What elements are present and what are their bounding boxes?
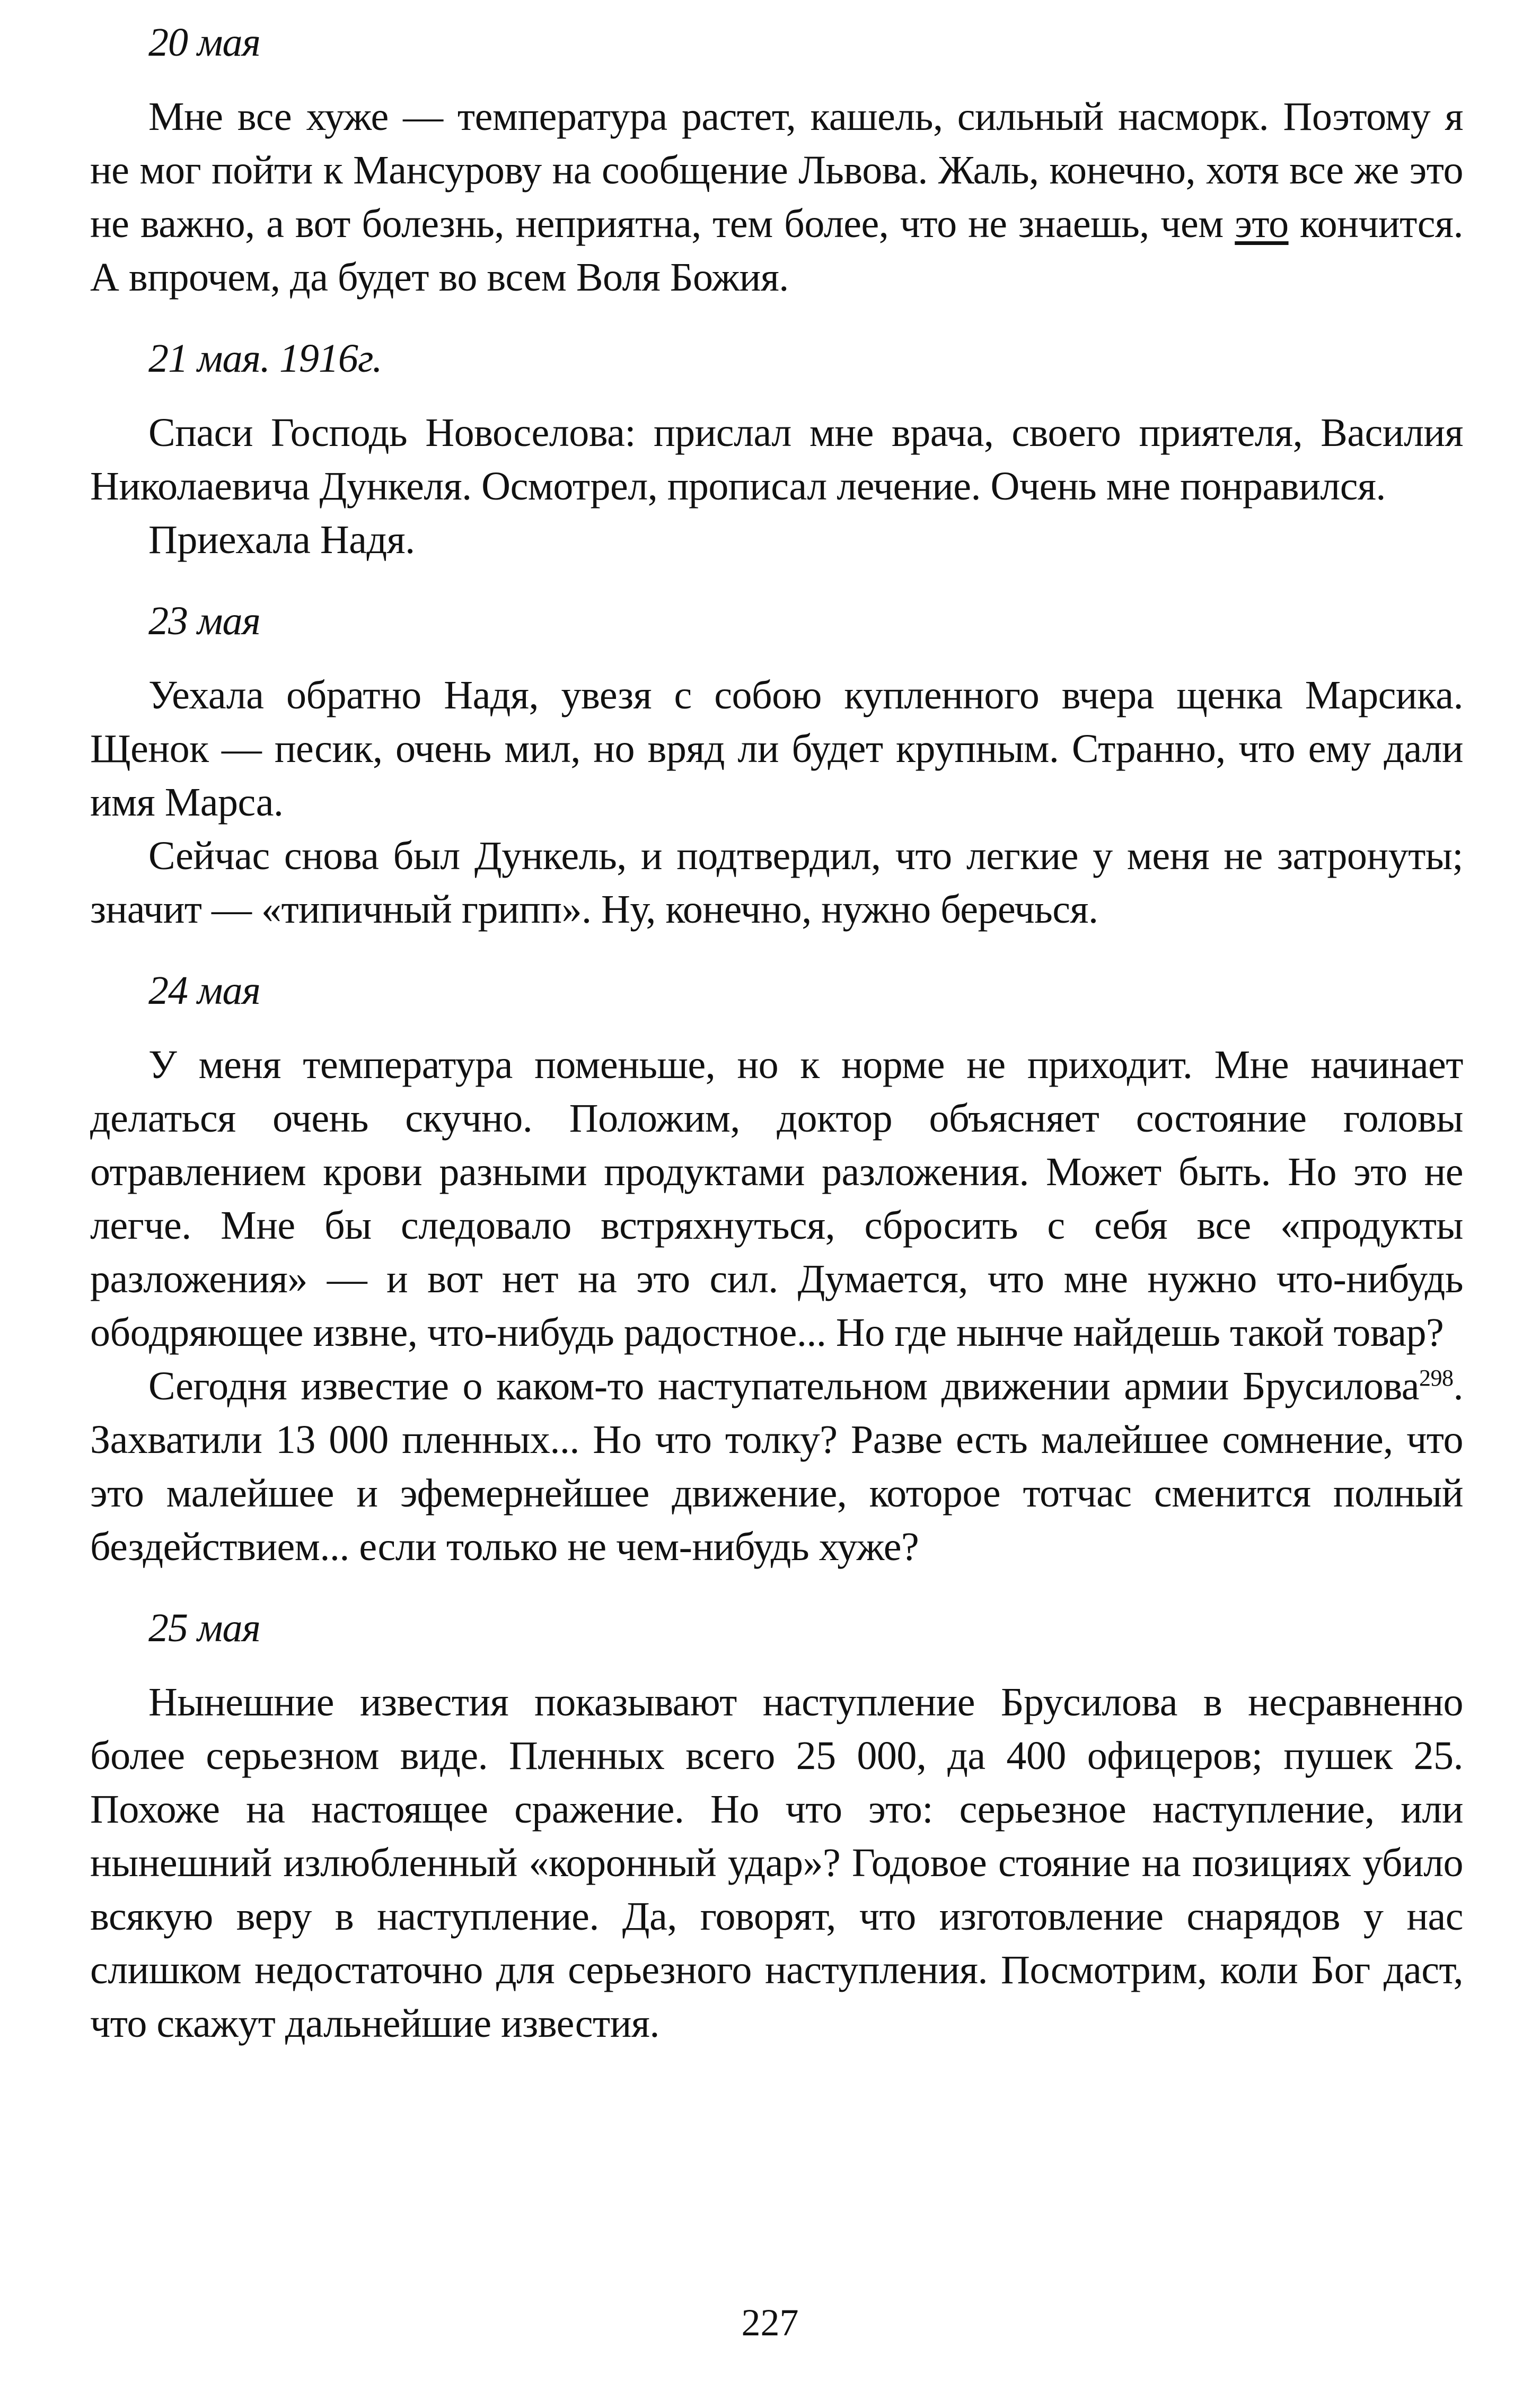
- entry-date: 24 мая: [148, 968, 260, 1013]
- diary-entry-may-25: [90, 1601, 1463, 2051]
- diary-entry-may-23: [90, 594, 1463, 936]
- diary-entry-may-24: [90, 964, 1463, 1574]
- entry-paragraph: Сейчас снова был Дункель, и подтвердил, что легкие у меня не затронуты; значит — «типичный грипп». Ну, конечно, нужно беречься.: [90, 834, 1463, 932]
- entry-date: 21 мая. 1916г.: [148, 336, 382, 381]
- paragraph-text: . Захватили 13 000 пленных... Но что толку? Разве есть малейшее сомнение, что это малейшее и эфемернейшее движение, которое тотчас сменится полный бездействием... если только не чем-нибудь хуже?: [90, 1364, 1463, 1569]
- entry-date: 25 мая: [148, 1606, 260, 1650]
- entry-date: 23 мая: [148, 599, 260, 643]
- entry-paragraph: Уехала обратно Надя, увезя с собою купленного вчера щенка Марсика. Щенок — песик, очень мил, но вряд ли будет крупным. Странно, что ему дали имя Марса.: [90, 673, 1463, 825]
- paragraph-text: кончится. А впрочем, да будет во всем Воля Божия.: [90, 202, 1463, 300]
- entry-paragraph: [90, 90, 1463, 304]
- footnote-marker[interactable]: 298: [1419, 1365, 1454, 1391]
- page-number: 227: [741, 2301, 799, 2344]
- diary-entry-may-20: [90, 16, 1463, 304]
- entry-date: 20 мая: [148, 20, 260, 65]
- entry-paragraph: Приехала Надя.: [148, 518, 415, 562]
- paragraph-text: Сегодня известие о каком-то наступательном движении армии Брусилова: [148, 1364, 1419, 1408]
- diary-entry-may-21: [90, 332, 1463, 567]
- entry-paragraph: [90, 1360, 1463, 1574]
- entry-paragraph: Спаси Господь Новоселова: прислал мне врача, своего приятеля, Василия Николаевича Дункеля. Осмотрел, прописал лечение. Очень мне понравился.: [90, 410, 1463, 509]
- entry-paragraph: У меня температура поменьше, но к норме не приходит. Мне начинает делаться очень скучно. Положим, доктор объясняет состояние головы отравлением крови разными продуктами разложения. Может быть. Но это не легче. Мне бы следовало встряхнуться, сбросить с себя все «продукты разложения» — и вот нет на это сил. Думается, что мне нужно что-нибудь ободряющее извне, что-нибудь радостное... Но где нынче найдешь такой товар?: [90, 1043, 1463, 1355]
- underlined-word: это: [1235, 202, 1289, 246]
- book-page: [90, 16, 1463, 2051]
- paragraph-text: Мне все хуже — температура растет, кашель, сильный насморк. Поэтому я не мог пойти к Мансурову на сообщение Львова. Жаль, конечно, хотя все же это не важно, а вот болезнь, неприятна, тем более, что не знаешь, чем: [90, 94, 1463, 246]
- entry-paragraph: Нынешние известия показывают наступление Брусилова в несравненно более серьезном виде. Пленных всего 25 000, да 400 офицеров; пушек 25. Похоже на настоящее сражение. Но что это: серьезное наступление, или нынешний излюбленный «коронный удар»? Годовое стояние на позициях убило всякую веру в наступление. Да, говорят, что изготовление снарядов у нас слишком недостаточно для серьезного наступления. Посмотрим, коли Бог даст, что скажут дальнейшие известия.: [90, 1680, 1463, 2046]
